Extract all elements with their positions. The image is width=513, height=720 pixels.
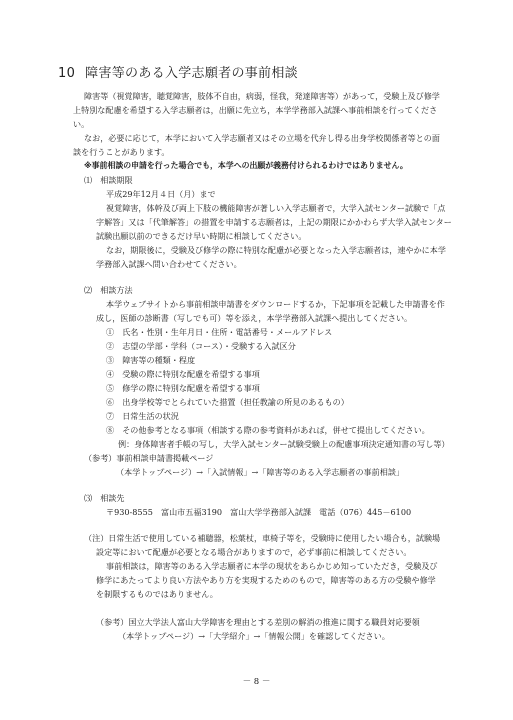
caution-line: 設定等において配慮が必要となる場合がありますので，必ず事前に相談してください。: [96, 547, 412, 557]
section-title: [58, 62, 298, 81]
sec1-line: 学務部入試課へ問い合わせてください。: [96, 259, 242, 269]
reference-line: （本学トップページ）→「大学紹介」→「情報公開」を確認してください。: [118, 631, 390, 641]
contact-address: 〒930-8555 富山市五福3190 富山大学学務部入試課 電話（076）445－6100: [106, 507, 412, 517]
sec2-item: ③ 障害等の種類・程度: [106, 355, 196, 365]
sec2-item: ② 志望の学部・学科（コース）・受験する入試区分: [106, 341, 296, 351]
sec2-item: ⑥ 出身学校等でとられていた措置（担任教諭の所見のあるもの）: [106, 397, 349, 407]
sec2-ref-label: （参考）事前相談申請書掲載ページ: [84, 453, 214, 463]
sec2-line: 成し，医師の診断書（写しでも可）等を添え，本学学務部入試課へ提出してください。: [96, 313, 413, 323]
caution-line: （注）日常生活で使用している補聴器，松葉杖，車椅子等を，受験時に使用したい場合も，試験場: [84, 533, 441, 543]
sec2-item: ⑤ 修学の際に特別な配慮を希望する事項: [106, 383, 260, 393]
intro-line: なお，必要に応じて，本学において入学志願者又はその立場を代弁し得る出身学校関係者等との面: [84, 133, 440, 143]
sec1-heading: ⑴ 相談期限: [84, 175, 133, 185]
caution-line: 事前相談は，障害等のある入学志願者に本学の現状をあらかじめ知っていただき，受験及び: [106, 561, 438, 571]
sec2-heading: ⑵ 相談方法: [84, 285, 133, 295]
intro-line: 上特別な配慮を希望する入学志願者は，出願に先立ち，本学学務部入試課へ事前相談を行ってくださ: [73, 105, 438, 115]
caution-line: を制限するものではありません。: [96, 589, 218, 599]
section-number: 10: [58, 66, 76, 81]
sec2-example: 例：身体障害者手帳の写し，大学入試センター試験受験上の配慮事項決定通知書の写し等）: [118, 439, 450, 449]
sec2-item: ④ 受験の際に特別な配慮を希望する事項: [106, 369, 260, 379]
page-number: － 8 －: [242, 677, 271, 687]
intro-line: い。: [73, 119, 90, 129]
sec2-item: ① 氏名・性別・生年月日・住所・電話番号・メールアドレス: [106, 327, 333, 337]
sec2-ref-path: （本学トップページ）→「入試情報」→「障害等のある入学志願者の事前相談」: [116, 467, 405, 477]
reference-line: （参考）国立大学法人富山大学障害を理由とする差別の解消の推進に関する職員対応要領: [96, 617, 420, 627]
sec2-line: 本学ウェブサイトから事前相談申請書をダウンロードするか，下記事項を記載した申請書を作: [106, 299, 445, 309]
sec2-item: ⑧ その他参考となる事項（相談する際の参考資料があれば，併せて提出してください。: [106, 425, 430, 435]
sec2-item: ⑦ 日常生活の状況: [106, 411, 179, 421]
intro-line: 障害等（視覚障害，聴覚障害，肢体不自由，病弱，怪我，発達障害等）があって，受験上及び修学: [84, 91, 440, 101]
sec1-line: 字解答」又は「代筆解答」の措置を申請する志願者は，上記の期限にかかわらず大学入試センター: [96, 217, 452, 227]
sec1-date: 平成29年12月４日（月）まで: [106, 189, 216, 199]
sec1-line: 試験出願以前のできるだけ早い時期に相談してください。: [96, 231, 307, 241]
section-title-text: 障害等のある入学志願者の事前相談: [85, 66, 298, 81]
caution-line: 修学にあたってより良い方法やあり方を実現するためのもので，障害等のある方の受験や修学: [96, 575, 436, 585]
sec1-line: 視覚障害，体幹及び両上下肢の機能障害が著しい入学志願者で，大学入試センター試験で「点: [106, 203, 446, 213]
sec1-line: なお，期限後に，受験及び修学の際に特別な配慮が必要となった入学志願者は，速やかに本学: [106, 245, 446, 255]
sec3-heading: ⑶ 相談先: [84, 493, 125, 503]
intro-line: 談を行うことがあります。: [73, 147, 170, 157]
important-note: ※事前相談の申請を行った場合でも，本学への出願が義務付けられるわけではありません。: [84, 161, 408, 170]
